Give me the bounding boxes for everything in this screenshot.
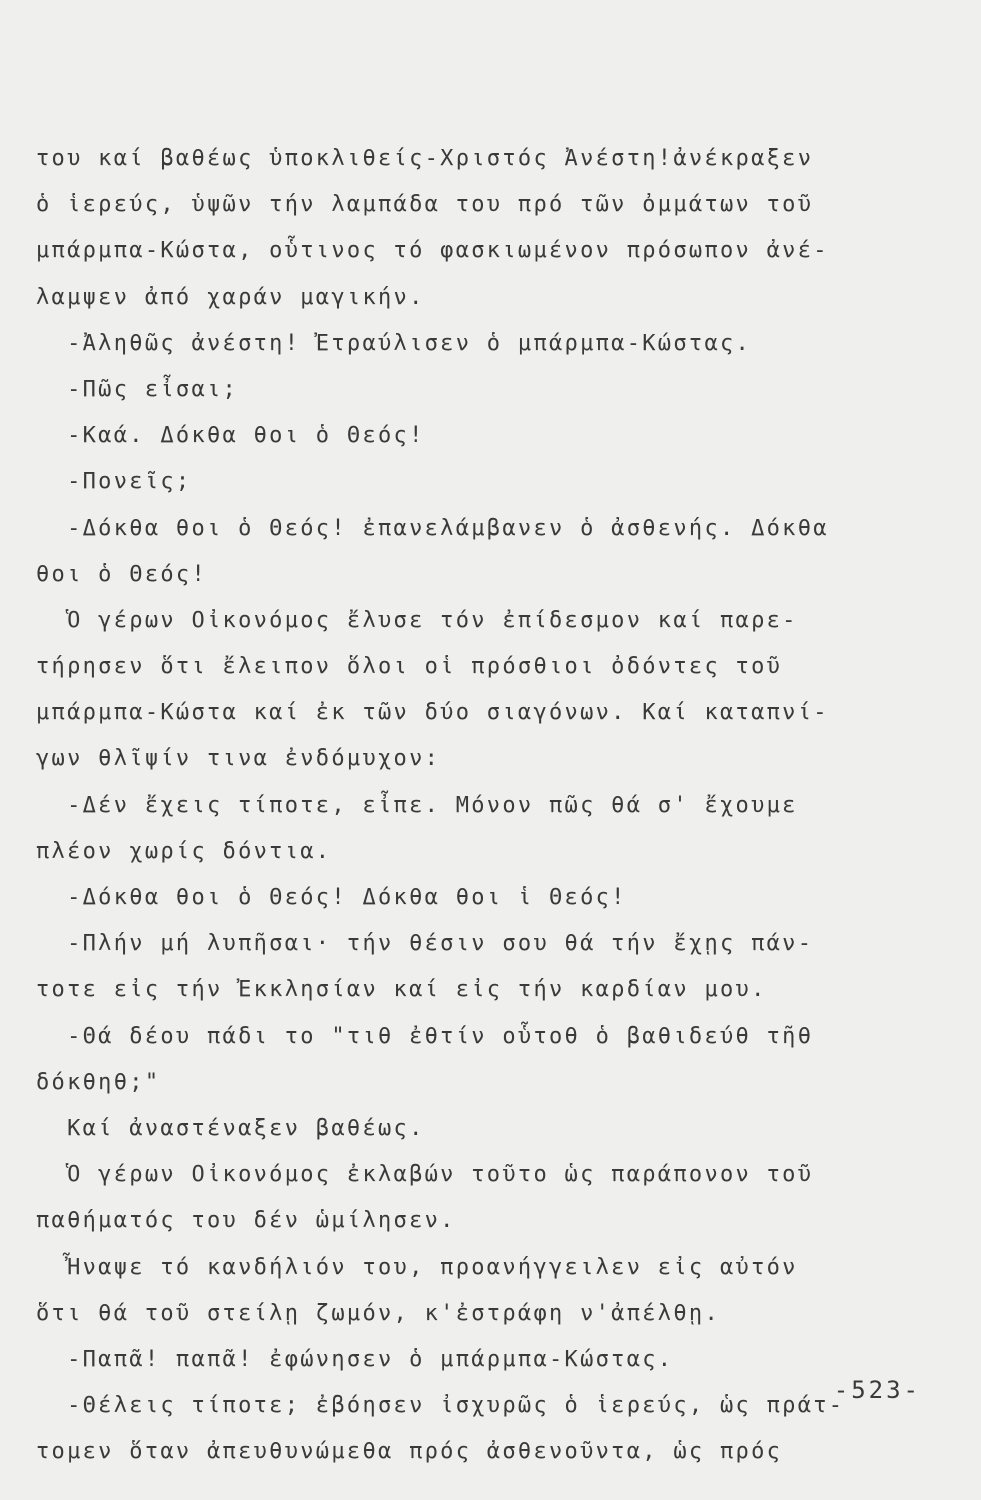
- body-text: [36, 136, 916, 1475]
- text-line: -Πῶς εἶσαι;: [36, 376, 239, 402]
- text-line: τομεν ὅταν ἀπευθυνώμεθα πρός ἀσθενοῦντα, ὡς πρός: [36, 1439, 783, 1465]
- text-line: μπάρμπα-Κώστα καί ἐκ τῶν δύο σιαγόνων. Καί καταπνί-: [36, 700, 829, 726]
- text-line: του καί βαθέως ὑποκλιθείς-Χριστός Ἀνέστη!ἀνέκραξεν: [36, 146, 814, 171]
- text-line: -Ἀληθῶς ἀνέστη! Ἐτραύλισεν ὁ μπάρμπα-Κώστας.: [36, 330, 752, 356]
- text-line: -Δόκθα θοι ὁ Θεός! ἐπανελάμβανεν ὁ ἀσθενής. Δόκθα: [36, 515, 829, 541]
- text-line: γων θλῖψίν τινα ἐνδόμυχον:: [36, 746, 441, 772]
- text-line: ὁ ἱερεύς, ὑψῶν τήν λαμπάδα του πρό τῶν ὀμμάτων τοῦ: [36, 192, 814, 218]
- text-line: πλέον χωρίς δόντια.: [36, 838, 332, 864]
- text-line: -Δέν ἔχεις τίποτε, εἶπε. Μόνον πῶς θά σ' ἔχουμε: [36, 792, 798, 818]
- text-line: -Πλήν μή λυπῆσαι· τήν θέσιν σου θά τήν ἔχῃς πάν-: [36, 931, 814, 957]
- page-number: -523-: [833, 1376, 921, 1404]
- text-line: Ὁ γέρων Οἰκονόμος ἐκλαβών τοῦτο ὡς παράπονον τοῦ: [36, 1162, 814, 1188]
- text-line: -Πονεῖς;: [36, 469, 192, 495]
- text-line: -Παπᾶ! παπᾶ! ἐφώνησεν ὁ μπάρμπα-Κώστας.: [36, 1346, 674, 1372]
- text-line: θοι ὁ Θεός!: [36, 561, 207, 587]
- text-line: μπάρμπα-Κώστα, οὗτινος τό φασκιωμένον πρόσωπον ἀνέ-: [36, 238, 829, 264]
- text-line: δόκθηθ;": [36, 1069, 161, 1095]
- text-line: ὅτι θά τοῦ στείλῃ ζωμόν, κ'ἐστράφη ν'ἀπέλθῃ.: [36, 1300, 720, 1326]
- text-line: τήρησεν ὅτι ἔλειπον ὅλοι οἱ πρόσθιοι ὀδόντες τοῦ: [36, 654, 783, 680]
- text-line: λαμψεν ἀπό χαράν μαγικήν.: [36, 284, 425, 310]
- text-line: -Θέλεις τίποτε; ἐβόησεν ἰσχυρῶς ὁ ἱερεύς, ὡς πράτ-: [36, 1393, 845, 1419]
- text-line: -Θά δέου πάδι το "τιθ ἐθτίν οὗτοθ ὁ βαθιδεύθ τῆθ: [36, 1023, 814, 1049]
- text-line: τοτε εἰς τήν Ἐκκλησίαν καί εἰς τήν καρδίαν μου.: [36, 977, 767, 1003]
- text-line: παθήματός του δέν ὡμίλησεν.: [36, 1208, 456, 1234]
- text-line: Ἦναψε τό κανδήλιόν του, προανήγγειλεν εἰς αὐτόν: [36, 1254, 798, 1280]
- text-line: Καί ἀναστέναξεν βαθέως.: [36, 1115, 425, 1141]
- text-line: -Καά. Δόκθα θοι ὁ Θεός!: [36, 423, 425, 449]
- text-line: -Δόκθα θοι ὁ Θεός! Δόκθα θοι ἱ Θεός!: [36, 885, 627, 910]
- text-line: Ὁ γέρων Οἰκονόμος ἔλυσε τόν ἐπίδεσμον καί παρε-: [36, 607, 798, 633]
